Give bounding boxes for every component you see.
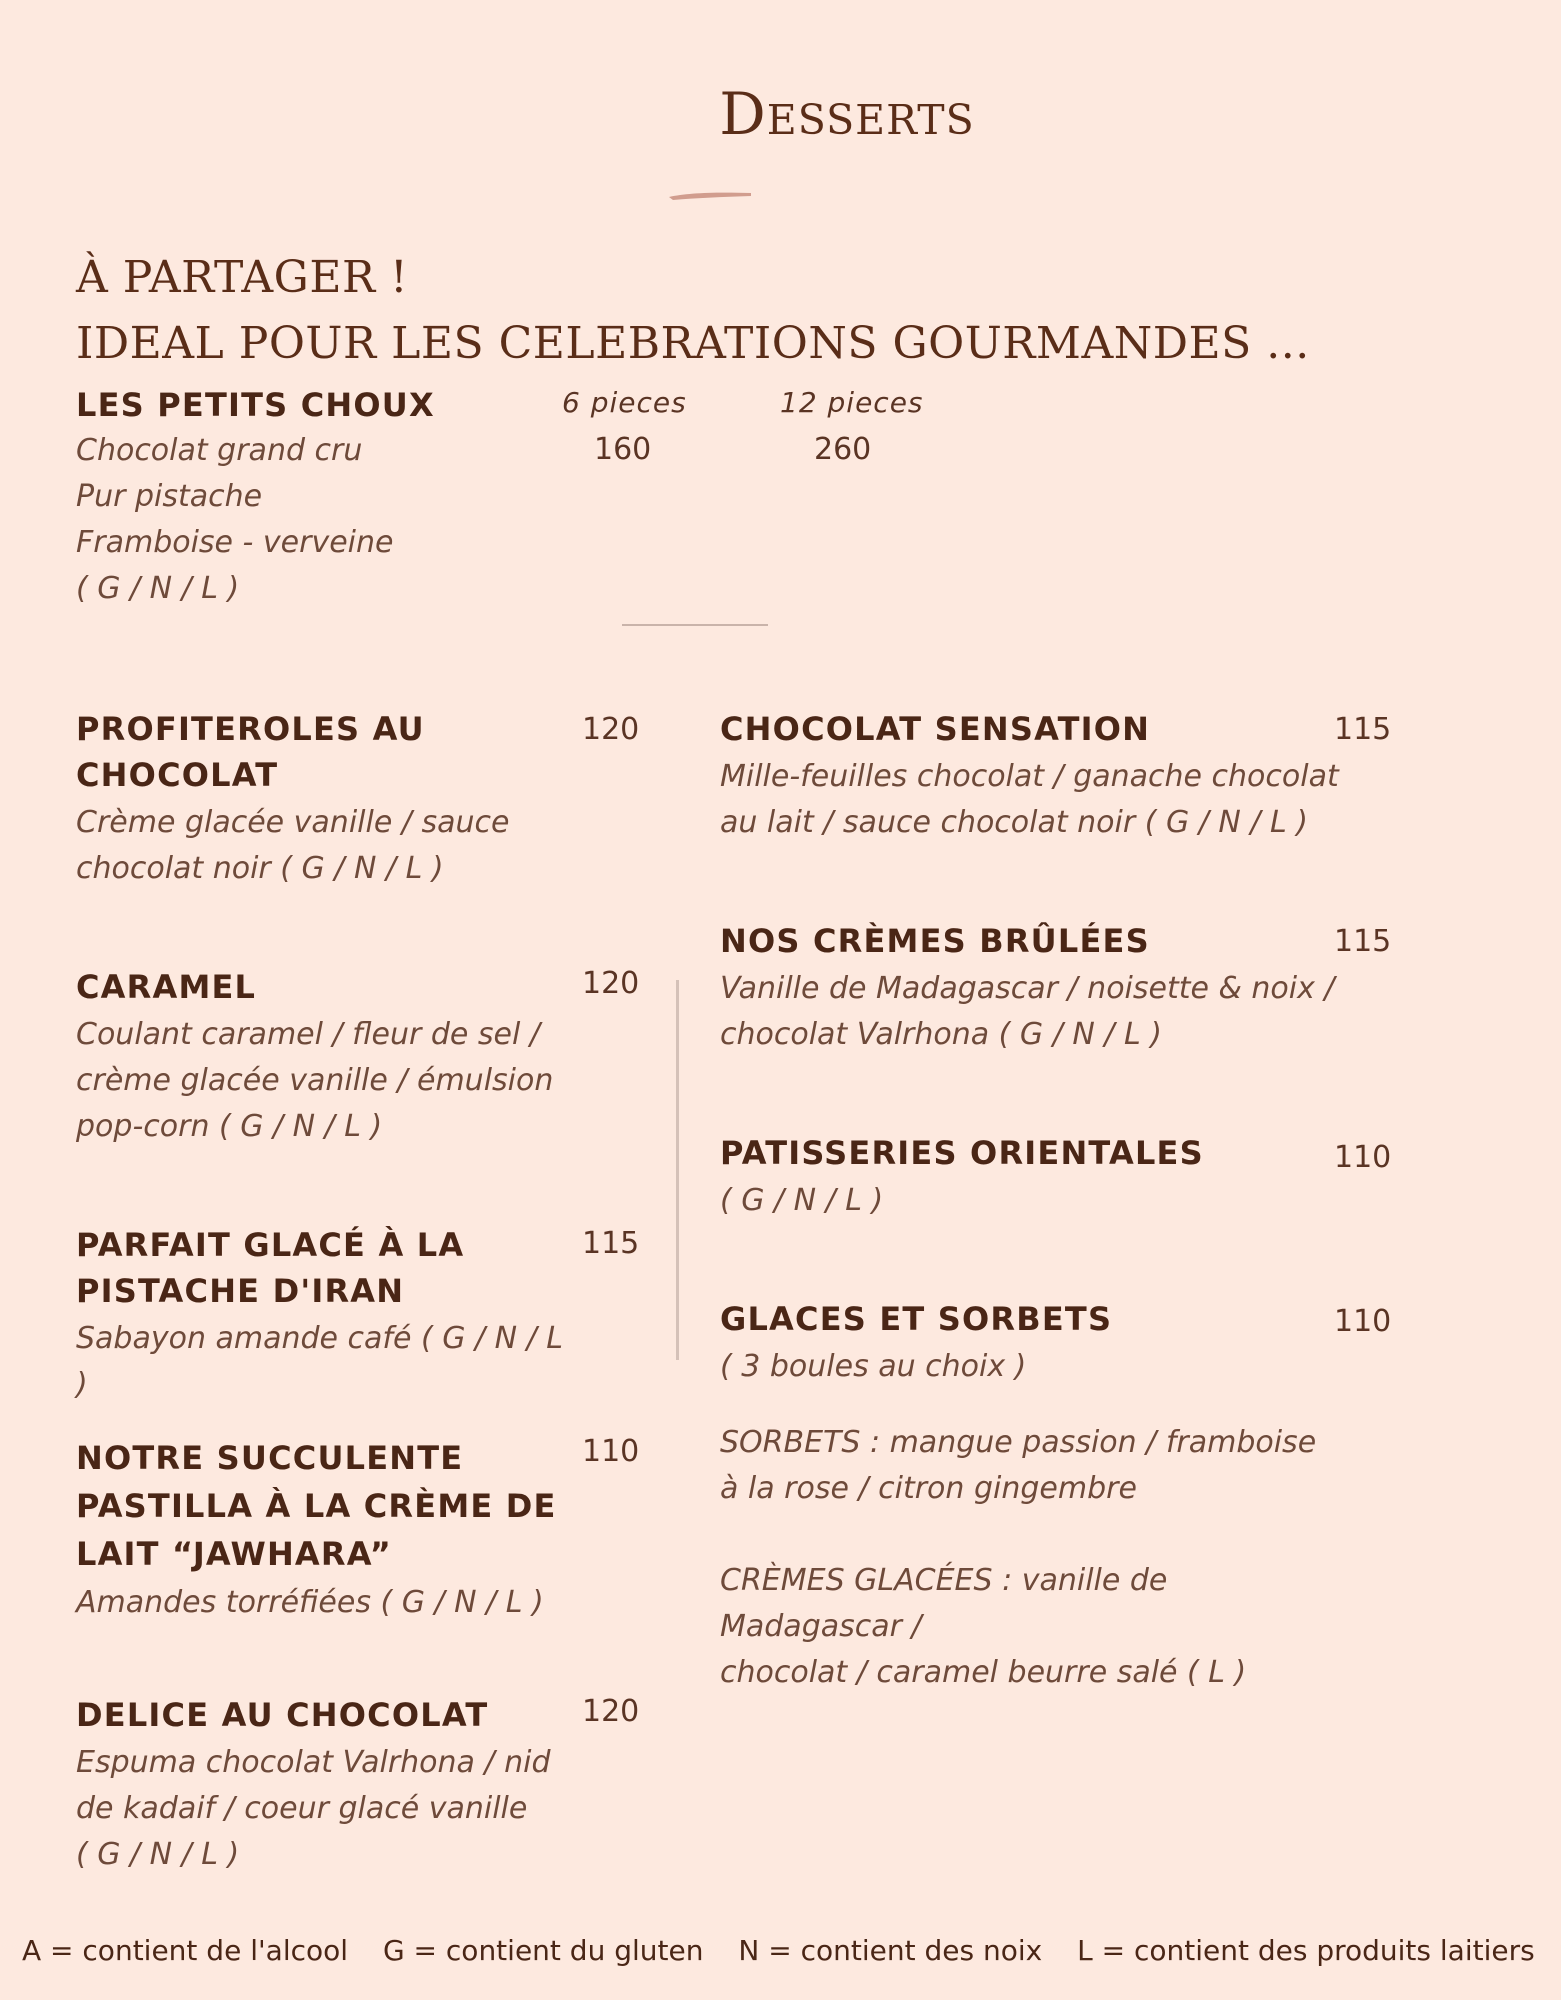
legend-gluten: G = contient du gluten bbox=[382, 1934, 704, 1967]
cremes-glacees-detail: CRÈMES GLACÉES : vanille de Madagascar / bbox=[720, 1563, 1168, 1644]
menu-item-pastilla bbox=[76, 1434, 576, 1626]
item-price: 115 bbox=[1334, 712, 1392, 747]
menu-item-delice-chocolat bbox=[76, 1692, 576, 1878]
item-description: Amandes torréfiées ( G / N / L ) bbox=[76, 1585, 544, 1620]
item-name-line: GLACES ET SORBETS bbox=[720, 1300, 1113, 1338]
item-name: LES PETITS CHOUX bbox=[76, 386, 435, 424]
item-name-line: CARAMEL bbox=[76, 968, 257, 1006]
page-title: Desserts bbox=[719, 80, 975, 148]
item-description: ( 3 boules au choix ) bbox=[720, 1349, 1027, 1384]
item-price: 120 bbox=[582, 712, 640, 747]
item-name-line: PASTILLA À LA CRÈME DE bbox=[76, 1487, 557, 1525]
item-allergens: ( G / N / L ) bbox=[76, 571, 240, 606]
menu-item-caramel bbox=[76, 964, 576, 1150]
cremes-glacees-detail: chocolat / caramel beurre salé ( L ) bbox=[720, 1655, 1247, 1690]
item-price: 120 bbox=[582, 1694, 640, 1729]
item-name-line: PATISSERIES ORIENTALES bbox=[720, 1134, 1204, 1172]
item-description: chocolat Valrhona ( G / N / L ) bbox=[720, 1017, 1162, 1052]
item-name-line: PARFAIT GLACÉ À LA bbox=[76, 1226, 465, 1264]
menu-item-petits-choux bbox=[76, 382, 496, 612]
item-name-line: CHOCOLAT SENSATION bbox=[720, 710, 1151, 748]
price-12: 260 bbox=[814, 432, 872, 467]
item-description: de kadaif / coeur glacé vanille bbox=[76, 1791, 528, 1826]
item-name-line: DELICE AU CHOCOLAT bbox=[76, 1696, 489, 1734]
allergen-legend bbox=[22, 1934, 1535, 1967]
item-price: 115 bbox=[582, 1226, 640, 1261]
legend-dairy: L = contient des produits laitiers bbox=[1077, 1934, 1535, 1967]
menu-item-chocolat-sensation bbox=[720, 706, 1340, 846]
item-name-line: CHOCOLAT bbox=[76, 756, 279, 794]
price-6: 160 bbox=[594, 432, 652, 467]
column-divider bbox=[676, 980, 679, 1360]
item-price: 110 bbox=[1334, 1140, 1392, 1175]
item-description: Vanille de Madagascar / noisette & noix / bbox=[720, 971, 1335, 1006]
item-description: Espuma chocolat Valrhona / nid bbox=[76, 1745, 551, 1780]
item-name-line: PROFITEROLES AU bbox=[76, 710, 425, 748]
item-description: Crème glacée vanille / sauce bbox=[76, 805, 510, 840]
menu-item-cremes-brulees bbox=[720, 918, 1340, 1058]
item-description: ( G / N / L ) bbox=[76, 1837, 240, 1872]
brush-stroke-decoration bbox=[667, 189, 753, 201]
size-6-label: 6 pieces bbox=[562, 386, 687, 419]
size-12-label: 12 pieces bbox=[780, 386, 924, 419]
item-flavor: Framboise - verveine bbox=[76, 525, 394, 560]
sorbets-detail: à la rose / citron gingembre bbox=[720, 1471, 1137, 1506]
item-price: 115 bbox=[1334, 924, 1392, 959]
item-description: Mille-feuilles chocolat / ganache chocolat bbox=[720, 759, 1339, 794]
item-name-line: PISTACHE D'IRAN bbox=[76, 1272, 405, 1310]
section-divider bbox=[622, 624, 768, 626]
item-price: 110 bbox=[582, 1434, 640, 1469]
legend-nuts: N = contient des noix bbox=[738, 1934, 1043, 1967]
item-price: 120 bbox=[582, 966, 640, 1001]
item-description: crème glacée vanille / émulsion bbox=[76, 1063, 554, 1098]
item-description: chocolat noir ( G / N / L ) bbox=[76, 851, 444, 886]
share-subheading: IDEAL POUR LES CELEBRATIONS GOURMANDES ... bbox=[76, 318, 1310, 369]
legend-alcohol: A = contient de l'alcool bbox=[22, 1934, 349, 1967]
item-name-line: LAIT “JAWHARA” bbox=[76, 1535, 393, 1573]
item-flavor: Chocolat grand cru bbox=[76, 433, 363, 468]
menu-item-patisseries-orientales bbox=[720, 1130, 1340, 1224]
item-description: pop-corn ( G / N / L ) bbox=[76, 1109, 383, 1144]
item-price: 110 bbox=[1334, 1304, 1392, 1339]
menu-item-glaces-sorbets bbox=[720, 1296, 1340, 1696]
item-name-line: NOS CRÈMES BRÛLÉES bbox=[720, 922, 1150, 960]
sorbets-detail: SORBETS : mangue passion / framboise bbox=[720, 1425, 1317, 1460]
item-description: au lait / sauce chocolat noir ( G / N / L ) bbox=[720, 805, 1308, 840]
menu-item-profiteroles bbox=[76, 706, 576, 892]
item-description: Coulant caramel / fleur de sel / bbox=[76, 1017, 540, 1052]
item-description: ( G / N / L ) bbox=[720, 1183, 884, 1218]
item-flavor: Pur pistache bbox=[76, 479, 263, 514]
menu-item-parfait-glace bbox=[76, 1222, 576, 1408]
share-heading: À PARTAGER ! bbox=[76, 252, 409, 303]
item-description: Sabayon amande café ( G / N / L ) bbox=[76, 1321, 563, 1402]
item-name-line: NOTRE SUCCULENTE bbox=[76, 1439, 464, 1477]
